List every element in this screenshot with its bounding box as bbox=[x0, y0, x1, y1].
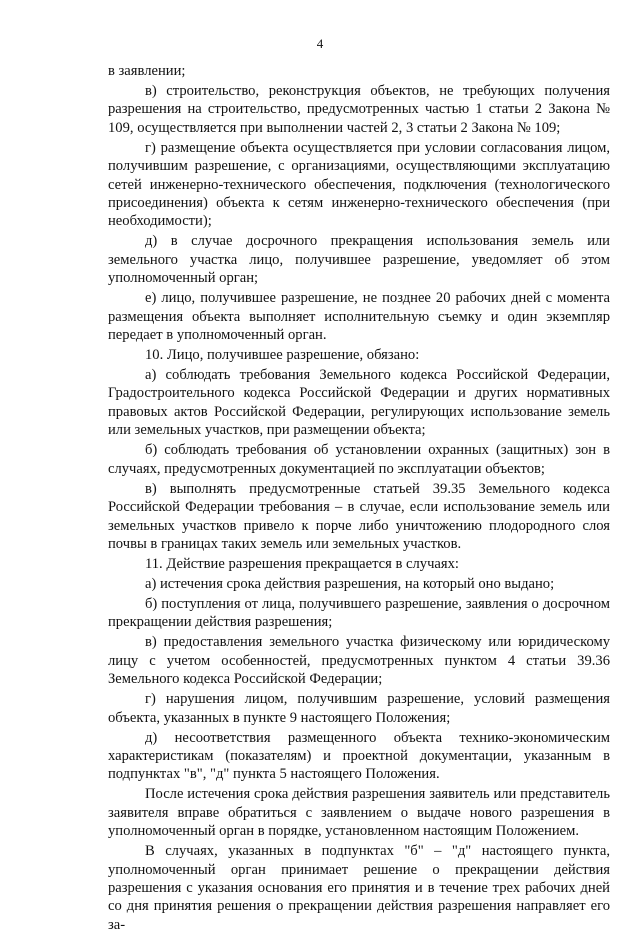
paragraph-9g: г) размещение объекта осуществляется при условии согласования лицом, получившим разрешение, с организациями, осуществляющими эксплуатацию сетей инженерно-технического обеспечения, подключения (технологического присоединения) объекта к сетям инженерно-технического обеспечения (при необходимости); bbox=[108, 139, 610, 230]
document-body bbox=[108, 62, 610, 936]
paragraph-renewal: После истечения срока действия разрешения заявитель или представитель заявителя вправе обратиться с заявлением о выдаче нового разрешения в уполномоченный орган в порядке, установленном настоящим Положением. bbox=[108, 786, 610, 840]
paragraph-11g: г) нарушения лицом, получившим разрешение, условий размещения объекта, указанных в пункте 9 настоящего Положения; bbox=[108, 691, 610, 726]
paragraph-continuation: в заявлении; bbox=[108, 63, 186, 79]
paragraph-11-heading: 11. Действие разрешения прекращается в случаях: bbox=[145, 555, 459, 572]
paragraph-9e: е) лицо, получившее разрешение, не позднее 20 рабочих дней с момента размещения объекта выполняет исполнительную съемку и один экземпляр передает в уполномоченный орган. bbox=[108, 290, 610, 344]
paragraph-11v: в) предоставления земельного участка физическому или юридическому лицу с учетом особенностей, предусмотренных пунктом 4 статьи 39.36 Земельного кодекса Российской Федерации; bbox=[108, 634, 610, 688]
paragraph-11b: б) поступления от лица, получившего разрешение, заявления о досрочном прекращении действия разрешения; bbox=[108, 595, 610, 631]
paragraph-11a: а) истечения срока действия разрешения, на который оно выдано; bbox=[145, 575, 555, 592]
paragraph-11d: д) несоответствия размещенного объекта технико-экономическим характеристикам (показателям) и проектной документации, указанным в подпунктах "в", "д" пункта 5 настоящего Положения. bbox=[108, 729, 610, 783]
paragraph-10a: а) соблюдать требования Земельного кодекса Российской Федерации, Градостроительного кодекса Российской Федерации и других нормативных правовых актов Российской Федерации, регулирующих использование земель или земельных участков, при размещении объекта; bbox=[108, 367, 610, 439]
paragraph-10b: б) соблюдать требования об установлении охранных (защитных) зон в случаях, предусмотренных документацией по эксплуатации объектов; bbox=[108, 442, 610, 477]
paragraph-9v: в) строительство, реконструкция объектов, не требующих получения разрешения на строительство, предусмотренных частью 1 статьи 2 Закона № 109, осуществляется при выполнении частей 2, 3 статьи 2 Закона № 109; bbox=[108, 83, 610, 136]
paragraph-termination-decision: В случаях, указанных в подпунктах "б" – "д" настоящего пункта, уполномоченный орган принимает решение о прекращении действия разрешения с указания основания его принятия и в течение трех рабочих дней со дня принятия решения о прекращении действия разрешения направляет его за- bbox=[108, 843, 610, 933]
paragraph-9d: д) в случае досрочного прекращения использования земель или земельного участка лицо, получившее разрешение, уведомляет об этом уполномоченный орган; bbox=[108, 233, 610, 287]
paragraph-10v: в) выполнять предусмотренные статьей 39.35 Земельного кодекса Российской Федерации требования – в случае, если использование земель или земельных участков привело к порче либо уничтожению плодородного слоя почвы в границах таких земель или земельных участков. bbox=[108, 480, 610, 552]
paragraph-10-heading: 10. Лицо, получившее разрешение, обязано: bbox=[145, 347, 420, 364]
page-number: 4 bbox=[316, 36, 324, 51]
